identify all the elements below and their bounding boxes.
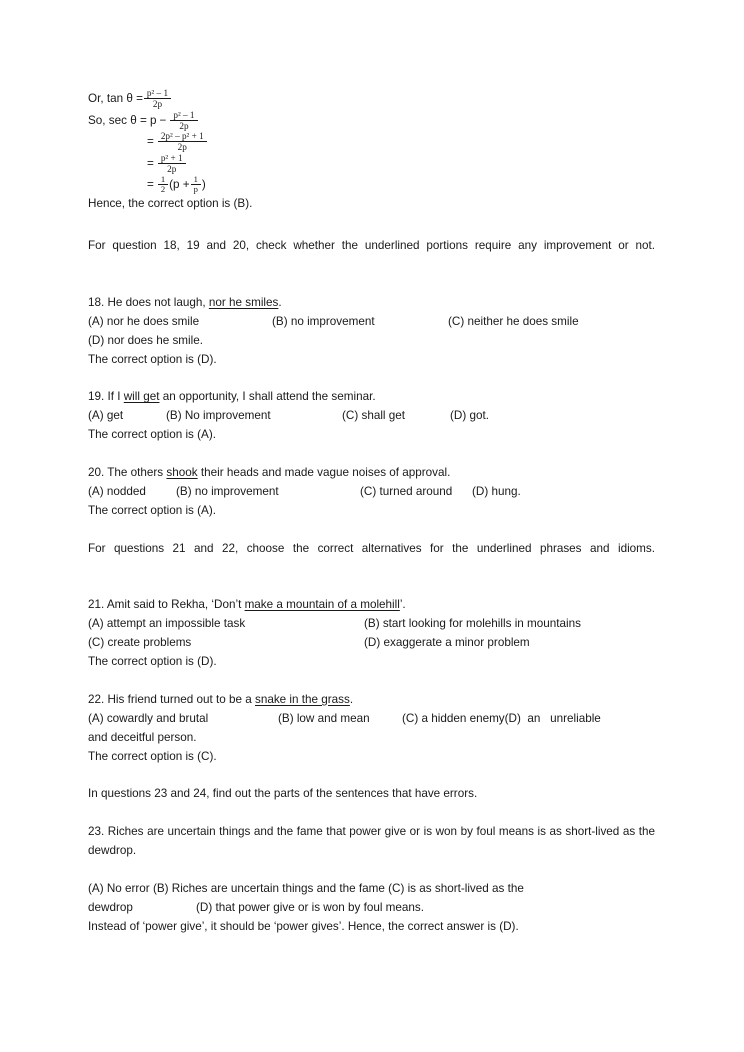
question-19-options-row — [88, 407, 655, 426]
math-line-5 — [88, 174, 655, 195]
question-21-option-b[interactable]: (B) start looking for molehills in mountains — [364, 617, 581, 631]
math-line-3 — [88, 131, 655, 153]
minus-operator: − — [159, 113, 167, 127]
math-conclusion: Hence, the correct option is (B). — [88, 197, 253, 211]
question-21-underlined-phrase: make a mountain of a molehill — [244, 598, 400, 612]
question-20-option-d[interactable]: (D) hung. — [472, 484, 521, 498]
question-20-option-b[interactable]: (B) no improvement — [176, 484, 279, 498]
spacer — [88, 370, 655, 389]
question-20-option-a[interactable]: (A) nodded — [88, 484, 146, 498]
fraction-one-half-denominator: 2 — [160, 184, 166, 195]
equals-operator-5: = — [147, 178, 154, 192]
spacer — [88, 218, 655, 237]
question-22-option-c[interactable]: (C) a hidden enemy — [402, 711, 505, 725]
fraction-2-numerator: p² – 1 — [170, 110, 197, 121]
fraction-3-numerator: 2p² – p² + 1 — [158, 131, 207, 142]
question-19-stem-before: 19. If I — [88, 390, 124, 404]
question-20-option-c[interactable]: (C) turned around — [360, 484, 453, 498]
question-23-options-row-1[interactable]: (A) No error (B) Riches are uncertain things and the fame (C) is as short-lived as the — [88, 881, 524, 895]
fraction-1-denominator: 2p — [152, 99, 163, 110]
question-22 — [88, 691, 655, 767]
question-21-option-d[interactable]: (D) exaggerate a minor problem — [364, 636, 530, 650]
math-solution-block — [88, 88, 655, 214]
instruction-21-22: For questions 21 and 22, choose the correct alternatives for the underlined phrases and idioms. — [88, 541, 655, 555]
question-21-options-row-2 — [88, 634, 655, 653]
fraction-3 — [158, 131, 207, 153]
question-18-option-d[interactable]: (D) nor does he smile. — [88, 333, 203, 347]
question-21-option-c[interactable]: (C) create problems — [88, 636, 192, 650]
paren-close-expression: ) — [201, 178, 206, 192]
spacer — [88, 577, 655, 596]
question-19-option-c[interactable]: (C) shall get — [342, 409, 406, 423]
math-line-2 — [88, 110, 655, 132]
question-18-answer: The correct option is (D). — [88, 352, 217, 366]
question-20-underlined-phrase: shook — [166, 466, 198, 479]
question-22-option-b[interactable]: (B) low and mean — [278, 711, 370, 725]
question-22-option-d[interactable]: (D) an unreliable — [504, 711, 601, 725]
spacer — [88, 766, 655, 785]
math-line-2-lead: So, sec θ = p — [88, 113, 157, 127]
spacer — [88, 275, 655, 294]
spacer — [88, 521, 655, 540]
fraction-1 — [144, 88, 171, 110]
question-18-stem-after: . — [278, 295, 282, 309]
fraction-3-denominator: 2p — [177, 142, 187, 153]
page-content — [88, 88, 655, 937]
question-19 — [88, 388, 655, 445]
question-21-option-a[interactable]: (A) attempt an impossible task — [88, 617, 246, 631]
question-18-underlined-phrase: nor he smiles — [208, 295, 279, 309]
question-21 — [88, 596, 655, 672]
question-18-options-row-1 — [88, 313, 655, 332]
question-22-option-d-continued: and deceitful person. — [88, 730, 197, 744]
fraction-4 — [158, 153, 186, 175]
spacer — [88, 672, 655, 691]
question-22-option-a[interactable]: (A) cowardly and brutal — [88, 711, 209, 725]
instruction-23-24: In questions 23 and 24, find out the parts of the sentences that have errors. — [88, 787, 478, 801]
question-19-answer: The correct option is (A). — [88, 428, 216, 442]
math-line-4 — [88, 153, 655, 175]
question-20-answer: The correct option is (A). — [88, 503, 216, 517]
question-18 — [88, 294, 655, 370]
fraction-2 — [170, 110, 197, 132]
question-19-stem — [88, 388, 655, 407]
question-22-stem-before: 22. His friend turned out to be a — [88, 692, 255, 706]
question-21-options-row-1 — [88, 615, 655, 634]
question-21-stem-after: ’. — [399, 598, 406, 612]
fraction-one-over-p-denominator: p — [193, 184, 198, 195]
spacer — [88, 804, 655, 823]
fraction-4-denominator: 2p — [167, 164, 177, 175]
fraction-2-denominator: 2p — [179, 120, 189, 131]
question-22-stem-after: . — [349, 692, 354, 706]
question-18-option-b[interactable]: (B) no improvement — [272, 314, 375, 328]
question-21-stem-before: 21. Amit said to Rekha, ‘Don’t — [88, 598, 245, 612]
question-23 — [88, 823, 655, 936]
question-18-stem — [88, 294, 655, 313]
question-18-option-a[interactable]: (A) nor he does smile — [88, 314, 200, 328]
question-22-answer: The correct option is (C). — [88, 749, 217, 763]
question-20-stem-before: 20. The others — [88, 466, 167, 479]
question-20-stem-after: their heads and made vague noises of approval. — [197, 466, 451, 479]
fraction-1-numerator: p² – 1 — [144, 88, 171, 99]
question-23-options-row-2 — [88, 899, 655, 918]
question-21-answer: The correct option is (D). — [88, 655, 217, 669]
question-19-stem-after: an opportunity, I shall attend the seminar. — [159, 390, 376, 404]
question-22-stem — [88, 691, 655, 710]
question-19-option-b[interactable]: (B) No improvement — [166, 409, 271, 423]
fraction-one-half — [158, 175, 168, 195]
question-19-option-d[interactable]: (D) got. — [450, 409, 489, 423]
fraction-one-over-p — [191, 175, 201, 195]
math-line-1 — [88, 88, 655, 110]
fraction-one-half-numerator: 1 — [158, 175, 168, 186]
equals-operator-3: = — [147, 135, 154, 149]
question-23-option-d[interactable]: (D) that power give or is won by foul means. — [196, 900, 425, 914]
fraction-one-over-p-numerator: 1 — [191, 175, 201, 186]
question-23-option-c-continued: dewdrop — [88, 900, 133, 914]
question-20-stem — [88, 464, 655, 483]
question-20 — [88, 464, 655, 521]
math-line-1-lead: Or, tan θ = — [88, 91, 143, 105]
paren-open-expression: (p + — [169, 178, 190, 192]
question-22-underlined-phrase: snake in the grass — [254, 692, 350, 706]
question-18-stem-before: 18. He does not laugh, — [88, 295, 209, 309]
question-21-stem — [88, 596, 655, 615]
equals-operator-4: = — [147, 156, 154, 170]
question-18-option-c[interactable]: (C) neither he does smile — [448, 314, 579, 328]
fraction-4-numerator: p² + 1 — [158, 153, 186, 164]
spacer — [88, 445, 655, 464]
question-19-underlined-phrase: will get — [123, 390, 160, 404]
question-19-option-a[interactable]: (A) get — [88, 409, 124, 423]
question-22-options-row — [88, 710, 655, 729]
question-23-stem: 23. Riches are uncertain things and the fame that power give or is won by foul means is as short-lived as the dewdrop. — [88, 825, 655, 858]
question-23-answer: Instead of ‘power give’, it should be ‘power gives’. Hence, the correct answer is (D). — [88, 919, 519, 933]
question-20-options-row — [88, 483, 655, 502]
instruction-18-20: For question 18, 19 and 20, check whether the underlined portions require any improvement or not. — [88, 239, 655, 253]
